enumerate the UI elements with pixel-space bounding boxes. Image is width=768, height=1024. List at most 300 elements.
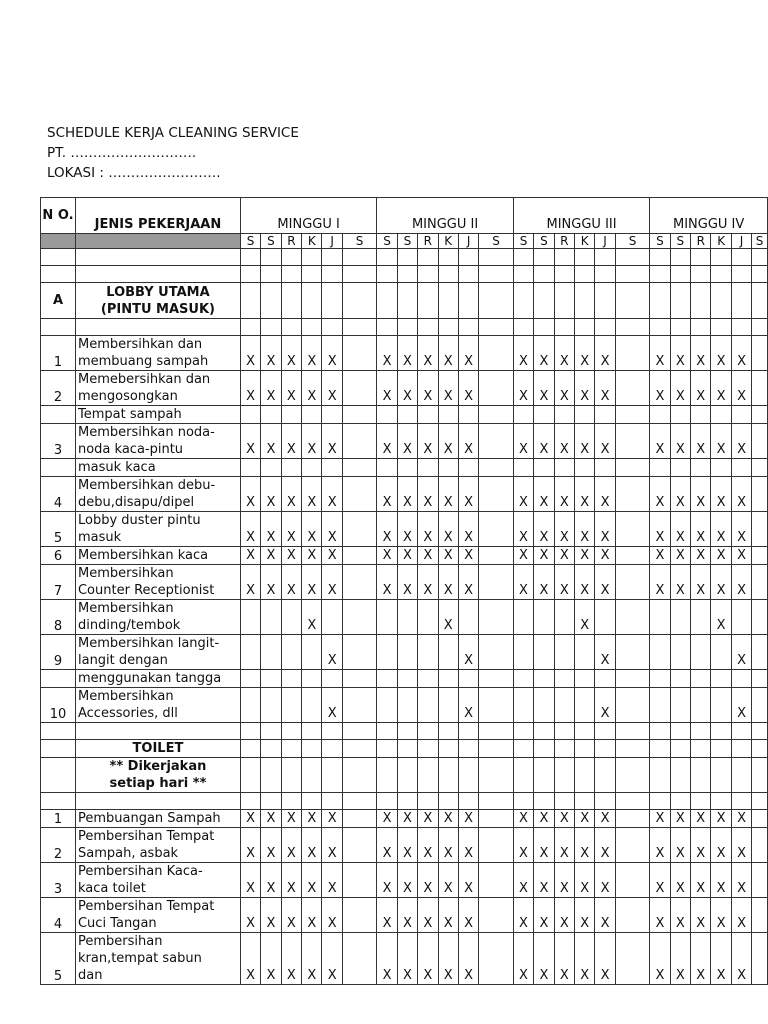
row-number	[41, 319, 76, 336]
schedule-cell	[240, 600, 260, 635]
schedule-cell	[670, 406, 690, 424]
schedule-mark: X	[281, 863, 301, 898]
schedule-cell	[418, 266, 438, 283]
schedule-cell	[752, 810, 768, 828]
schedule-cell	[691, 266, 711, 283]
day-header-1-6: S	[342, 234, 377, 249]
schedule-cell	[615, 898, 650, 933]
schedule-cell	[670, 723, 690, 740]
schedule-mark: X	[595, 371, 615, 406]
schedule-cell	[377, 793, 397, 810]
schedule-mark: X	[397, 477, 417, 512]
schedule-cell	[615, 336, 650, 371]
row-number	[41, 740, 76, 758]
schedule-mark: X	[513, 336, 533, 371]
schedule-cell	[479, 424, 514, 459]
schedule-mark: X	[670, 898, 690, 933]
job-description	[75, 898, 240, 933]
schedule-cell	[281, 670, 301, 688]
schedule-cell	[261, 688, 281, 723]
schedule-mark: X	[261, 828, 281, 863]
schedule-mark: X	[513, 810, 533, 828]
schedule-mark: X	[240, 810, 260, 828]
schedule-cell	[554, 635, 574, 670]
schedule-cell	[458, 249, 478, 266]
schedule-cell	[691, 249, 711, 266]
schedule-cell	[615, 635, 650, 670]
schedule-mark: X	[691, 547, 711, 565]
job-description	[75, 793, 240, 810]
schedule-cell	[377, 758, 397, 793]
schedule-mark: X	[322, 547, 342, 565]
schedule-cell	[322, 406, 342, 424]
section-row	[41, 740, 768, 758]
schedule-cell	[650, 600, 670, 635]
schedule-mark: X	[438, 600, 458, 635]
schedule-mark: X	[397, 565, 417, 600]
schedule-mark: X	[261, 863, 281, 898]
week-header-2: MINGGU II	[377, 198, 513, 234]
schedule-cell	[752, 336, 768, 371]
schedule-cell	[261, 459, 281, 477]
schedule-cell	[574, 266, 594, 283]
day-header-1-5: J	[322, 234, 342, 249]
schedule-mark: X	[418, 336, 438, 371]
job-line: (PINTU MASUK)	[100, 301, 215, 317]
schedule-cell	[513, 319, 533, 336]
schedule-mark: X	[554, 828, 574, 863]
schedule-cell	[458, 283, 478, 319]
schedule-mark: X	[458, 371, 478, 406]
schedule-cell	[261, 793, 281, 810]
schedule-cell	[554, 283, 574, 319]
schedule-cell	[458, 319, 478, 336]
table-header-row	[41, 198, 768, 234]
schedule-cell	[615, 477, 650, 512]
schedule-mark: X	[261, 512, 281, 547]
schedule-mark: X	[397, 371, 417, 406]
schedule-cell	[650, 723, 670, 740]
schedule-mark: X	[240, 424, 260, 459]
schedule-cell	[302, 249, 322, 266]
section-title	[75, 740, 240, 758]
schedule-cell	[615, 371, 650, 406]
schedule-mark: X	[670, 424, 690, 459]
schedule-cell	[615, 723, 650, 740]
schedule-cell	[752, 547, 768, 565]
job-line: Membersihkan	[77, 566, 174, 581]
schedule-cell	[377, 249, 397, 266]
job-line: debu,disapu/dipel	[77, 495, 195, 510]
schedule-cell	[377, 459, 397, 477]
schedule-mark: X	[574, 477, 594, 512]
schedule-cell	[342, 336, 377, 371]
schedule-mark: X	[240, 933, 260, 985]
blank-row	[41, 319, 768, 336]
row-number	[41, 406, 76, 424]
schedule-mark: X	[261, 933, 281, 985]
schedule-cell	[240, 266, 260, 283]
schedule-cell	[342, 898, 377, 933]
schedule-mark: X	[418, 933, 438, 985]
schedule-mark: X	[513, 863, 533, 898]
schedule-mark: X	[534, 863, 554, 898]
schedule-mark: X	[534, 565, 554, 600]
schedule-cell	[574, 688, 594, 723]
schedule-mark: X	[377, 512, 397, 547]
schedule-mark: X	[513, 933, 533, 985]
schedule-cell	[574, 740, 594, 758]
table-row	[41, 565, 768, 600]
schedule-mark: X	[322, 863, 342, 898]
schedule-mark: X	[691, 565, 711, 600]
schedule-mark: X	[574, 898, 594, 933]
schedule-mark: X	[574, 863, 594, 898]
schedule-cell	[574, 670, 594, 688]
schedule-mark: X	[595, 512, 615, 547]
schedule-cell	[342, 477, 377, 512]
schedule-cell	[534, 249, 554, 266]
schedule-mark: X	[240, 863, 260, 898]
schedule-cell	[595, 406, 615, 424]
schedule-cell	[554, 688, 574, 723]
schedule-cell	[418, 740, 438, 758]
schedule-cell	[377, 740, 397, 758]
job-description	[75, 459, 240, 477]
schedule-cell	[534, 459, 554, 477]
schedule-mark: X	[731, 810, 751, 828]
schedule-cell	[534, 740, 554, 758]
schedule-cell	[342, 547, 377, 565]
schedule-cell	[711, 758, 731, 793]
schedule-cell	[615, 758, 650, 793]
schedule-cell	[534, 793, 554, 810]
schedule-mark: X	[458, 863, 478, 898]
job-line: Membersihkan	[77, 689, 174, 704]
schedule-cell	[752, 933, 768, 985]
row-number: 9	[41, 635, 76, 670]
schedule-cell	[513, 688, 533, 723]
row-number: 6	[41, 547, 76, 565]
schedule-cell	[302, 723, 322, 740]
schedule-cell	[281, 600, 301, 635]
schedule-cell	[711, 635, 731, 670]
schedule-cell	[438, 723, 458, 740]
schedule-mark: X	[302, 828, 322, 863]
schedule-cell	[342, 740, 377, 758]
job-line: Pembuangan Sampah	[77, 811, 221, 826]
row-number: 2	[41, 371, 76, 406]
schedule-mark: X	[513, 477, 533, 512]
schedule-mark: X	[691, 336, 711, 371]
job-line: kran,tempat sabun	[77, 951, 202, 966]
day-header-3-1: S	[513, 234, 533, 249]
schedule-cell	[240, 319, 260, 336]
job-line: Pembersihan Tempat	[77, 829, 215, 844]
schedule-mark: X	[534, 898, 554, 933]
schedule-mark: X	[322, 810, 342, 828]
schedule-cell	[418, 670, 438, 688]
schedule-cell	[342, 512, 377, 547]
row-number: 5	[41, 512, 76, 547]
schedule-mark: X	[595, 933, 615, 985]
job-description	[75, 933, 240, 985]
schedule-cell	[322, 459, 342, 477]
schedule-cell	[342, 810, 377, 828]
schedule-mark: X	[458, 635, 478, 670]
schedule-mark: X	[302, 565, 322, 600]
schedule-mark: X	[302, 477, 322, 512]
schedule-mark: X	[458, 512, 478, 547]
schedule-cell	[342, 863, 377, 898]
schedule-mark: X	[458, 933, 478, 985]
schedule-mark: X	[377, 898, 397, 933]
schedule-mark: X	[513, 512, 533, 547]
document-title: SCHEDULE KERJA CLEANING SERVICE	[47, 125, 299, 141]
schedule-cell	[752, 477, 768, 512]
schedule-mark: X	[458, 547, 478, 565]
schedule-cell	[534, 319, 554, 336]
schedule-mark: X	[397, 547, 417, 565]
schedule-mark: X	[438, 336, 458, 371]
company-line: PT. ……………………….	[47, 145, 197, 161]
job-line: membuang sampah	[77, 354, 209, 369]
job-line: dinding/tembok	[77, 618, 181, 633]
schedule-cell	[752, 898, 768, 933]
schedule-mark: X	[458, 424, 478, 459]
schedule-cell	[650, 319, 670, 336]
schedule-mark: X	[650, 512, 670, 547]
schedule-cell	[650, 406, 670, 424]
schedule-mark: X	[377, 424, 397, 459]
schedule-cell	[534, 723, 554, 740]
schedule-mark: X	[711, 863, 731, 898]
schedule-cell	[281, 723, 301, 740]
schedule-cell	[615, 863, 650, 898]
schedule-cell	[240, 635, 260, 670]
schedule-cell	[574, 459, 594, 477]
schedule-cell	[534, 758, 554, 793]
schedule-mark: X	[438, 810, 458, 828]
schedule-mark: X	[458, 898, 478, 933]
schedule-mark: X	[670, 828, 690, 863]
table-row	[41, 600, 768, 635]
schedule-mark: X	[302, 512, 322, 547]
schedule-cell	[240, 283, 260, 319]
schedule-cell	[650, 635, 670, 670]
schedule-cell	[418, 283, 438, 319]
schedule-mark: X	[302, 863, 322, 898]
schedule-mark: X	[322, 635, 342, 670]
schedule-mark: X	[731, 863, 751, 898]
schedule-mark: X	[261, 898, 281, 933]
schedule-cell	[615, 600, 650, 635]
schedule-cell	[595, 266, 615, 283]
schedule-cell	[377, 600, 397, 635]
schedule-cell	[752, 319, 768, 336]
schedule-cell	[752, 371, 768, 406]
schedule-cell	[731, 793, 751, 810]
schedule-mark: X	[670, 371, 690, 406]
schedule-cell	[691, 670, 711, 688]
schedule-cell	[650, 793, 670, 810]
schedule-cell	[731, 758, 751, 793]
schedule-cell	[479, 547, 514, 565]
schedule-mark: X	[574, 371, 594, 406]
schedule-cell	[615, 283, 650, 319]
schedule-mark: X	[650, 863, 670, 898]
schedule-cell	[322, 723, 342, 740]
schedule-mark: X	[731, 424, 751, 459]
job-line: setiap hari **	[109, 776, 207, 791]
schedule-cell	[438, 249, 458, 266]
schedule-cell	[479, 266, 514, 283]
schedule-cell	[691, 688, 711, 723]
schedule-mark: X	[281, 933, 301, 985]
schedule-cell	[711, 688, 731, 723]
schedule-cell	[670, 740, 690, 758]
schedule-mark: X	[595, 898, 615, 933]
schedule-cell	[513, 249, 533, 266]
job-line: masuk	[77, 530, 122, 545]
schedule-mark: X	[670, 512, 690, 547]
schedule-mark: X	[650, 933, 670, 985]
schedule-mark: X	[513, 828, 533, 863]
schedule-cell	[513, 758, 533, 793]
schedule-cell	[240, 688, 260, 723]
day-header-row	[41, 234, 768, 249]
schedule-mark: X	[711, 600, 731, 635]
schedule-mark: X	[731, 688, 751, 723]
schedule-cell	[397, 459, 417, 477]
schedule-cell	[595, 740, 615, 758]
schedule-cell	[281, 283, 301, 319]
schedule-cell	[731, 266, 751, 283]
schedule-cell	[322, 249, 342, 266]
schedule-cell	[513, 266, 533, 283]
schedule-mark: X	[281, 547, 301, 565]
no-header-shaded	[41, 234, 76, 249]
schedule-mark: X	[650, 336, 670, 371]
schedule-mark: X	[418, 898, 438, 933]
schedule-cell	[479, 336, 514, 371]
schedule-cell	[377, 283, 397, 319]
schedule-cell	[342, 266, 377, 283]
schedule-cell	[595, 758, 615, 793]
job-line: Pembersihan Kaca-	[77, 864, 203, 879]
location-line: LOKASI : …………………….	[47, 165, 221, 181]
table-row	[41, 336, 768, 371]
schedule-cell	[595, 600, 615, 635]
table-row	[41, 371, 768, 406]
schedule-mark: X	[281, 371, 301, 406]
week-header-4: MINGGU IV	[650, 198, 768, 234]
schedule-mark: X	[377, 863, 397, 898]
schedule-cell	[670, 249, 690, 266]
row-number	[41, 723, 76, 740]
schedule-cell	[438, 740, 458, 758]
schedule-mark: X	[438, 547, 458, 565]
schedule-mark: X	[438, 898, 458, 933]
row-number: 7	[41, 565, 76, 600]
schedule-cell	[438, 283, 458, 319]
day-header-4-3: R	[691, 234, 711, 249]
job-line: Accessories, dll	[77, 706, 178, 721]
schedule-mark: X	[240, 371, 260, 406]
schedule-cell	[670, 600, 690, 635]
schedule-cell	[240, 723, 260, 740]
schedule-cell	[711, 319, 731, 336]
schedule-mark: X	[574, 512, 594, 547]
schedule-mark: X	[731, 828, 751, 863]
schedule-cell	[479, 283, 514, 319]
schedule-mark: X	[322, 898, 342, 933]
schedule-mark: X	[711, 477, 731, 512]
schedule-cell	[438, 635, 458, 670]
schedule-cell	[752, 459, 768, 477]
schedule-mark: X	[711, 565, 731, 600]
row-number	[41, 249, 76, 266]
schedule-mark: X	[397, 336, 417, 371]
row-number	[41, 266, 76, 283]
schedule-cell	[615, 933, 650, 985]
schedule-cell	[554, 723, 574, 740]
schedule-cell	[615, 459, 650, 477]
schedule-cell	[302, 635, 322, 670]
schedule-mark: X	[650, 828, 670, 863]
schedule-mark: X	[261, 547, 281, 565]
schedule-cell	[670, 459, 690, 477]
job-line: dan	[77, 968, 103, 983]
schedule-cell	[458, 758, 478, 793]
schedule-table	[40, 197, 768, 985]
schedule-mark: X	[322, 336, 342, 371]
schedule-cell	[554, 266, 574, 283]
schedule-mark: X	[418, 424, 438, 459]
day-header-3-3: R	[554, 234, 574, 249]
job-description	[75, 863, 240, 898]
job-description	[75, 512, 240, 547]
schedule-mark: X	[302, 336, 322, 371]
job-line: LOBBY UTAMA	[106, 284, 210, 300]
schedule-mark: X	[513, 371, 533, 406]
job-line: Tempat sampah	[77, 407, 182, 422]
schedule-cell	[574, 406, 594, 424]
schedule-cell	[342, 459, 377, 477]
schedule-cell	[615, 670, 650, 688]
schedule-mark: X	[574, 933, 594, 985]
table-row	[41, 406, 768, 424]
schedule-cell	[458, 266, 478, 283]
schedule-cell	[281, 758, 301, 793]
schedule-mark: X	[711, 810, 731, 828]
schedule-cell	[595, 319, 615, 336]
schedule-mark: X	[377, 547, 397, 565]
schedule-mark: X	[458, 477, 478, 512]
schedule-mark: X	[670, 933, 690, 985]
schedule-mark: X	[711, 547, 731, 565]
schedule-cell	[397, 406, 417, 424]
job-line: Membersihkan	[77, 601, 174, 616]
schedule-cell	[534, 600, 554, 635]
schedule-mark: X	[438, 512, 458, 547]
schedule-mark: X	[438, 933, 458, 985]
schedule-cell	[650, 266, 670, 283]
schedule-mark: X	[731, 336, 751, 371]
schedule-mark: X	[595, 635, 615, 670]
schedule-cell	[670, 283, 690, 319]
schedule-cell	[691, 459, 711, 477]
